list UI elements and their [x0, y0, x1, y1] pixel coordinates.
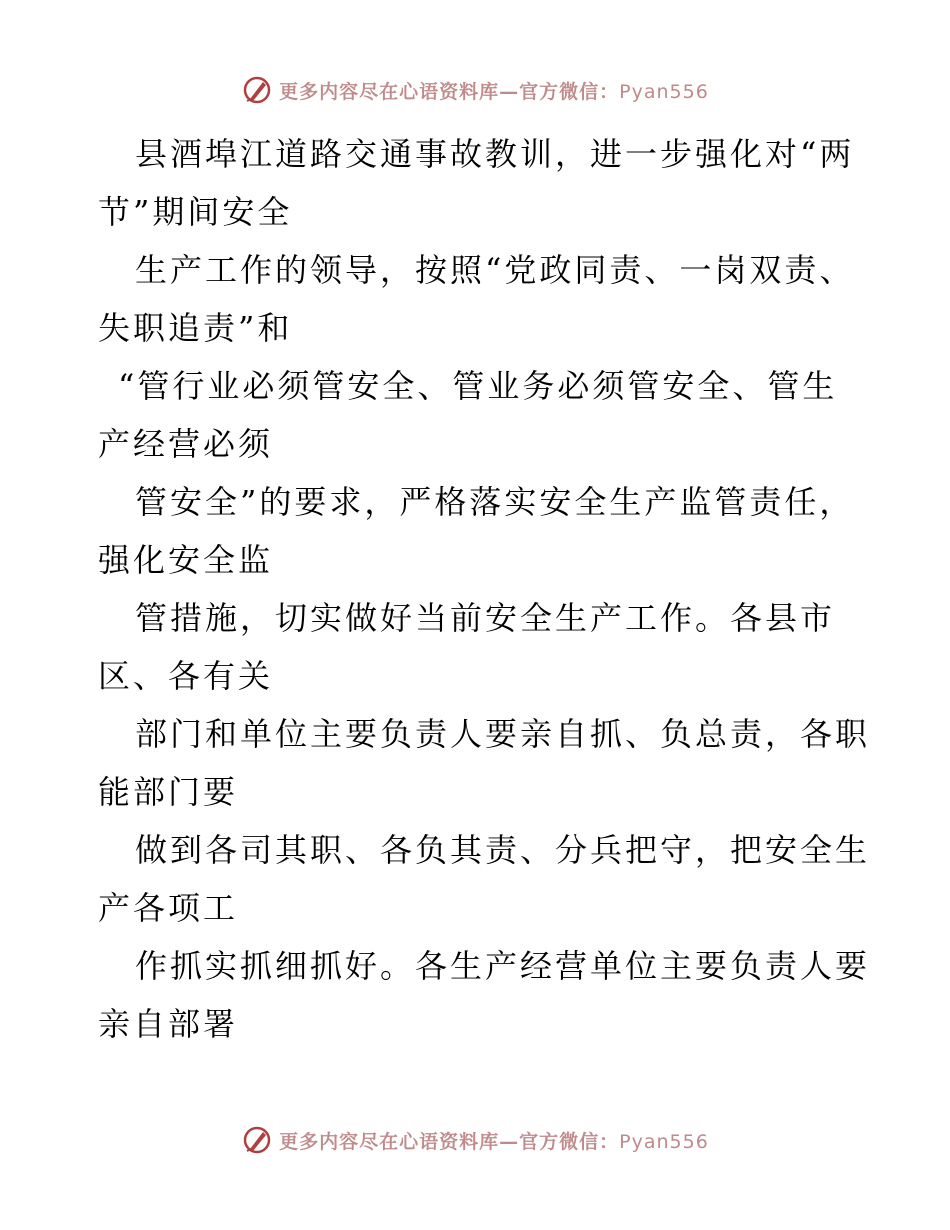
paragraph-line: 生产工作的领导，按照“党政同责、一岗双责、	[135, 251, 855, 289]
paragraph-line: “管行业必须管安全、管业务必须管安全、管生	[118, 367, 838, 405]
paragraph	[98, 937, 871, 1053]
paragraph-line: 产经营必须	[98, 425, 274, 463]
watermark-wechat-id: Pyan556	[619, 80, 709, 103]
paragraph	[98, 241, 858, 357]
paragraph-line: 强化安全监	[98, 541, 274, 579]
paragraph-line: 做到各司其职、各负其责、分兵把守，把安全生	[135, 831, 871, 869]
quill-pen-logo-icon	[241, 1124, 273, 1156]
paragraph-line: 区、各有关	[98, 657, 274, 695]
paragraph-line: 作抓实抓细抓好。各生产经营单位主要负责人要	[135, 947, 871, 985]
paragraph-line: 节”期间安全	[98, 193, 293, 231]
document-body	[98, 125, 871, 1053]
paragraph-line: 亲自部署	[98, 1005, 239, 1043]
paragraph	[98, 125, 858, 241]
watermark-text: 更多内容尽在心语资料库—官方微信：Pyan556	[279, 1130, 709, 1153]
footer-watermark	[0, 1120, 950, 1160]
watermark-wechat-id: Pyan556	[619, 1130, 709, 1153]
paragraph-line: 管安全”的要求，严格落实安全生产监管责任，	[135, 483, 855, 521]
paragraph-line: 管措施，切实做好当前安全生产工作。各县市	[135, 599, 836, 637]
paragraph-line: 能部门要	[98, 773, 239, 811]
paragraph	[98, 705, 871, 821]
paragraph-line: 县酒埠江道路交通事故教训，进一步强化对“两	[135, 135, 855, 173]
paragraph	[98, 589, 858, 705]
quill-pen-logo-icon	[241, 74, 273, 106]
header-watermark	[0, 70, 950, 110]
watermark-text: 更多内容尽在心语资料库—官方微信：Pyan556	[279, 80, 709, 103]
paragraph	[98, 821, 871, 937]
paragraph-line: 产各项工	[98, 889, 239, 927]
paragraph	[98, 473, 858, 589]
paragraph-line: 部门和单位主要负责人要亲自抓、负总责，各职	[135, 715, 871, 753]
paragraph	[98, 357, 858, 473]
paragraph-line: 失职追责”和	[98, 309, 293, 347]
